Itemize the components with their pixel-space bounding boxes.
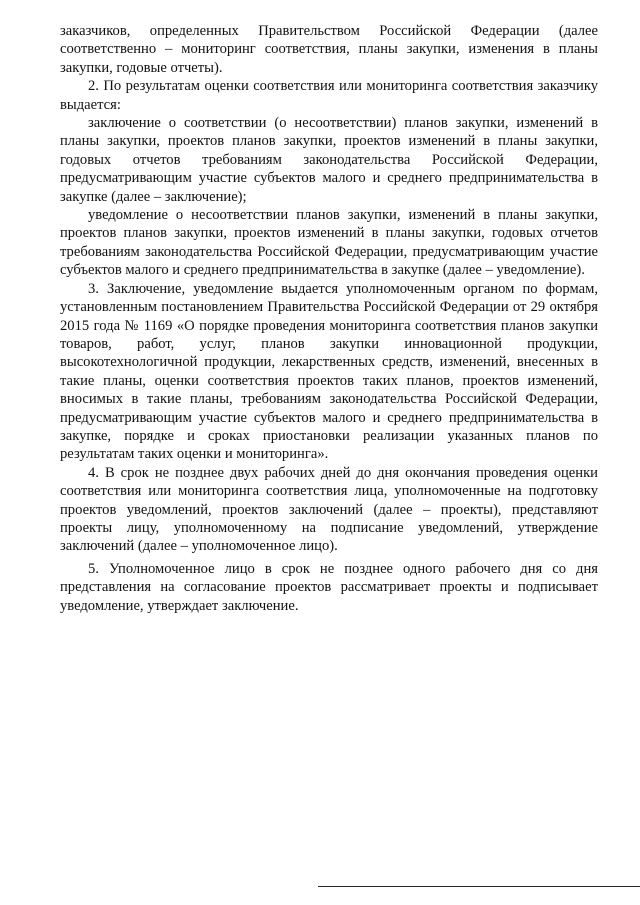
footer-rule [318, 886, 640, 887]
document-body [60, 22, 598, 615]
paragraph-3: 3. Заключение, уведомление выдается уполномоченным органом по формам, установленным постановлением Правительства Российской Федерации от 29 октября 2015 года № 1169 «О порядке проведения мониторинга соответствия планов закупки товаров, работ, услуг, планов закупки инновационной продукции, высокотехнологичной продукции, лекарственных средств, изменений, внесенных в такие планы, оценки соответствия проектов таких планов, проектов изменений, вносимых в такие планы, требованиям законодательства Российской Федерации, предусматривающим участие субъектов малого и среднего предпринимательства в закупке, порядке и сроках приостановки реализации указанных планов по результатам таких оценки и мониторинга». [60, 280, 598, 463]
paragraph-4: 4. В срок не позднее двух рабочих дней до дня окончания проведения оценки соответствия или мониторинга соответствия лица, уполномоченные на подготовку проектов уведомлений, проектов заключений (далее – проекты), представляют проекты лицу, уполномоченному на подписание уведомлений, утверждение заключений (далее – уполномоченное лицо). [60, 464, 598, 555]
paragraph-2: 2. По результатам оценки соответствия или мониторинга соответствия заказчику выдается: [60, 78, 598, 113]
paragraph-2-notification: уведомление о несоответствии планов закупки, изменений в планы закупки, проектов планов закупки, проектов изменений в планы закупки, годовых отчетов требованиям законодательства Российской Федерации, предусматривающим участие субъектов малого и среднего предпринимательства в закупке (далее – уведомление). [60, 207, 598, 279]
paragraph-5: 5. Уполномоченное лицо в срок не позднее одного рабочего дня со дня представления на согласование проектов рассматривает проекты и подписывает уведомление, утверждает заключение. [60, 560, 598, 614]
paragraph-2-conclusion: заключение о соответствии (о несоответствии) планов закупки, изменений в планы закупки, проектов планов закупки, проектов изменений в планы закупки, годовых отчетов требованиям законодательства Российской Федерации, предусматривающим участие субъектов малого и среднего предпринимательства в закупке (далее – заключение); [60, 115, 598, 205]
paragraph-continuation: заказчиков, определенных Правительством Российской Федерации (далее соответственно – мониторинг соответствия, планы закупки, изменения в планы закупки, годовые отчеты). [60, 23, 598, 76]
